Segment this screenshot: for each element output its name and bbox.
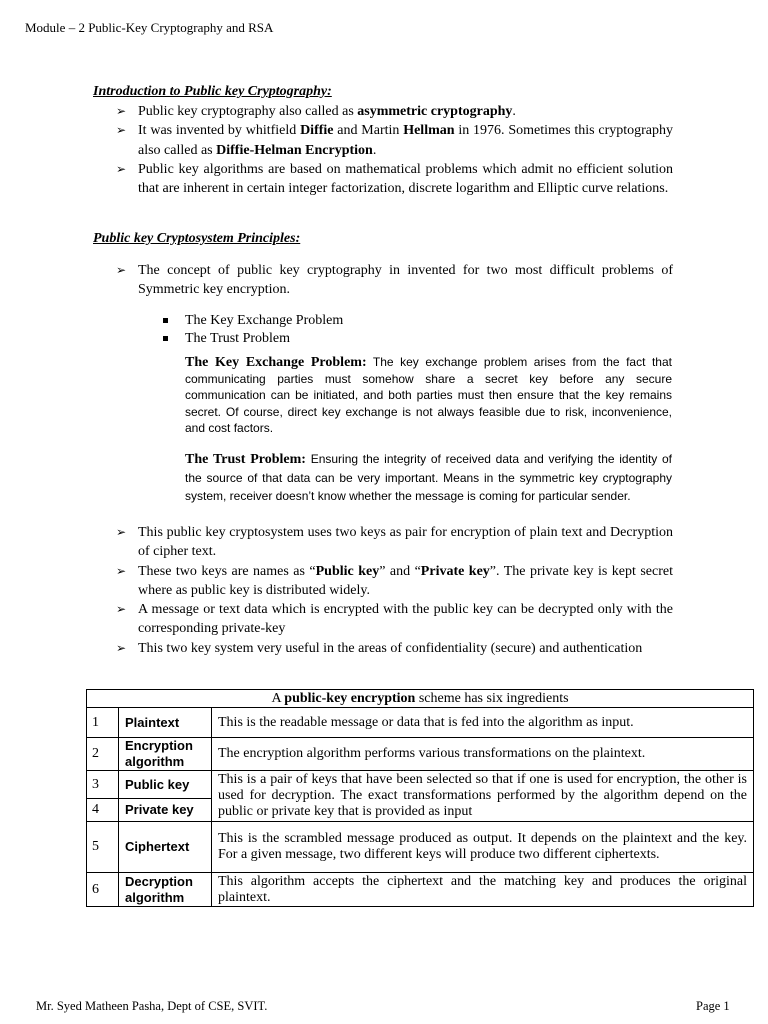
arrow-bullet-icon: ➢ — [116, 104, 127, 118]
problems-list — [163, 312, 343, 347]
list-item: ➢ This public key cryptosystem uses two keys as pair for encryption of plain text and Decryption of cipher text. — [116, 525, 673, 560]
principles-bullet-1 — [116, 261, 673, 300]
list-item: The Key Exchange Problem — [163, 312, 343, 330]
arrow-bullet-icon: ➢ — [116, 123, 127, 138]
footer-author: Mr. Syed Matheen Pasha, Dept of CSE, SVIT. — [36, 999, 268, 1013]
principles-bullets — [116, 523, 673, 658]
square-bullet-icon — [163, 318, 168, 323]
key-exchange-paragraph: The Key Exchange Problem: The key exchange problem arises from the fact that communicating parties must somehow share a secret key before any secure communication can be initiated, and both parties must then ensure that the key remains secret. Of course, direct key exchange is not always feasible due to risk, inconvenience, and cost factors. — [185, 355, 672, 435]
list-item: ➢ A message or text data which is encrypted with the public key can be decrypted only with the corresponding private-key — [116, 602, 673, 637]
arrow-bullet-icon: ➢ — [116, 525, 127, 539]
list-item: ➢ Public key cryptography also called as asymmetric cryptography. — [116, 102, 673, 121]
intro-title: Introduction to Public key Cryptography: — [93, 84, 332, 99]
list-item: ➢ The concept of public key cryptography in invented for two most difficult problems of Symmetric key encryption. — [116, 263, 673, 298]
principles-title: Public key Cryptosystem Principles: — [93, 231, 301, 246]
arrow-bullet-icon: ➢ — [116, 563, 127, 578]
table-row: 4 Private key — [87, 799, 754, 822]
ingredients-table — [86, 689, 754, 907]
table-caption: A public-key encryption scheme has six ingredients — [87, 690, 754, 708]
list-item: ➢ This two key system very useful in the areas of confidentiality (secure) and authentication — [116, 639, 673, 658]
trust-paragraph: The Trust Problem: Ensuring the integrity of received data and verifying the identity of the source of that data can be very important. Means in the symmetric key cryptography system, receiver doesn’t know whether the message is coming for particular sender. — [185, 452, 672, 503]
list-item: The Trust Problem — [163, 330, 343, 348]
arrow-bullet-icon: ➢ — [116, 602, 127, 617]
intro-bullets — [116, 102, 673, 198]
square-bullet-icon — [163, 336, 168, 341]
table-row: 2 Encryption algorithm The encryption algorithm performs various transformations on the plaintext. — [87, 738, 754, 771]
list-item: ➢ Public key algorithms are based on mathematical problems which admit no efficient solution that are inherent in certain integer factorization, discrete logarithm and Elliptic curve relations. — [116, 161, 673, 197]
page-header: Module – 2 Public-Key Cryptography and RSA — [25, 20, 274, 35]
arrow-bullet-icon: ➢ — [116, 640, 127, 655]
list-item: ➢ These two keys are names as “Public key” and “Private key”. The private key is kept secret where as public key is distributed widely. — [116, 563, 673, 598]
arrow-bullet-icon: ➢ — [116, 263, 127, 277]
table-row: 3 Public key This is a pair of keys that have been selected so that if one is used for encryption, the other is used for decryption. The exact transformations performed by the algorithm depend on the public or private key that is provided as input — [87, 771, 754, 799]
list-item: ➢ It was invented by whitfield Diffie and Martin Hellman in 1976. Sometimes this cryptography also called as Diffie-Helman Encryption. — [116, 123, 673, 158]
table-row: 1 Plaintext This is the readable message or data that is fed into the algorithm as input. — [87, 708, 754, 738]
arrow-bullet-icon: ➢ — [116, 161, 127, 176]
table-caption-row — [87, 690, 754, 708]
table-row: 6 Decryption algorithm This algorithm accepts the ciphertext and the matching key and produces the original plaintext. — [87, 873, 754, 907]
table-row: 5 Ciphertext This is the scrambled message produced as output. It depends on the plaintext and the key. For a given message, two different keys will produce two different ciphertexts. — [87, 822, 754, 873]
page-number: Page 1 — [696, 999, 730, 1013]
